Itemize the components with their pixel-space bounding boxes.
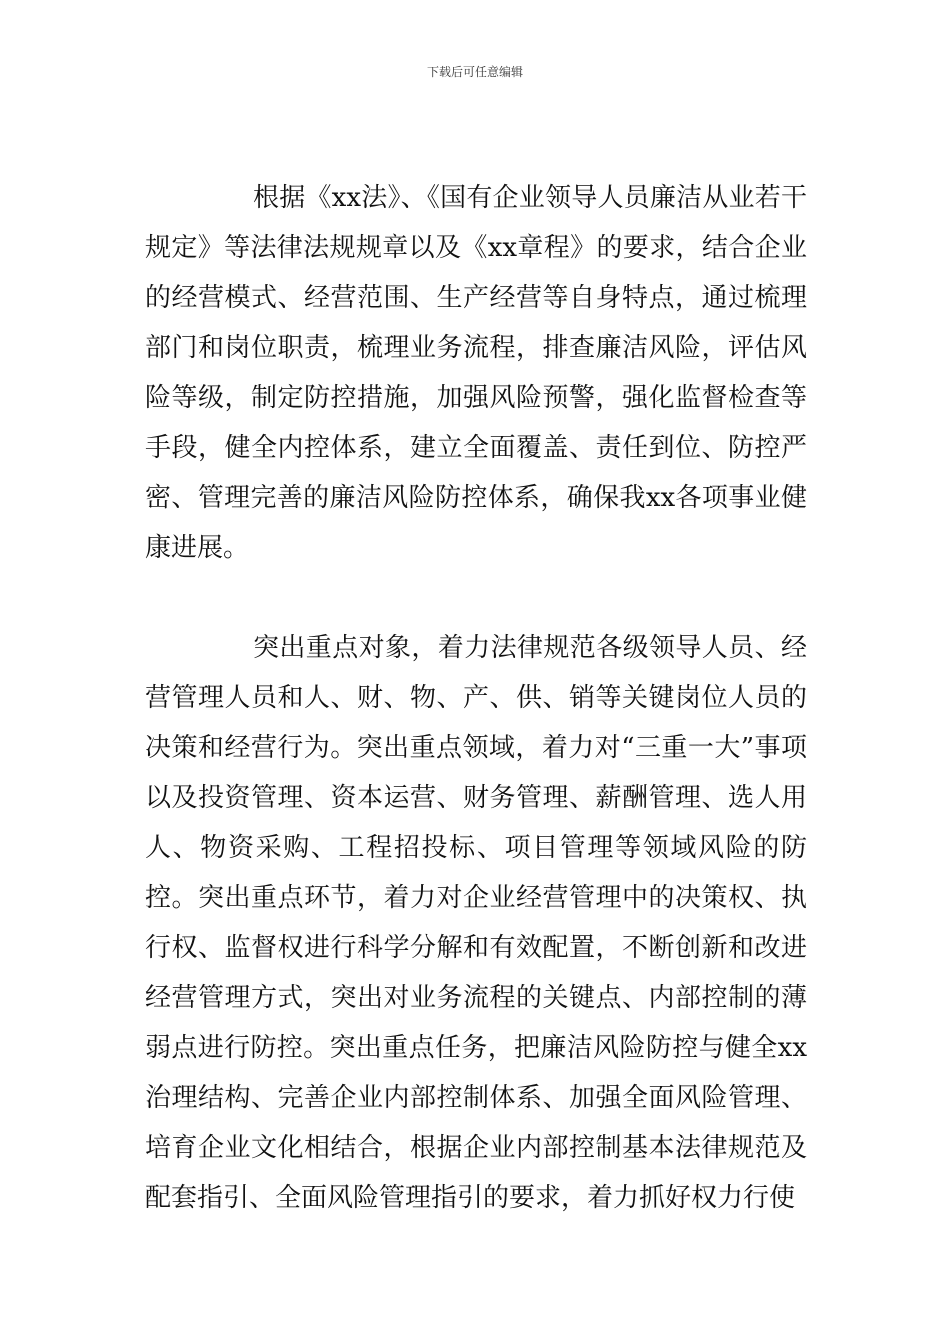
page-header-note: 下载后可任意编辑	[426, 65, 523, 79]
body-paragraph-2: 突出重点对象，着力法律规范各级领导人员、经营管理人员和人、财、物、产、供、销等关键岗位人员的决策和经营行为。突出重点领域，着力对“三重一大”事项以及投资管理、资本运营、财务管理、薪酬管理、选人用人、物资采购、工程招投标、项目管理等领域风险的防控。突出重点环节，着力对企业经营管理中的决策权、执行权、监督权进行科学分解和有效配置，不断创新和改进经营管理方式，突出对业务流程的关键点、内部控制的薄弱点进行防控。突出重点任务，把廉洁风险防控与健全xx治理结构、完善企业内部控制体系、加强全面风险管理、培育企业文化相结合，根据企业内部控制基本法律规范及配套指引、全面风险管理指引的要求，着力抓好权力行使	[145, 633, 807, 1213]
document-body	[145, 173, 807, 1223]
body-paragraph-1: 根据《xx法》、《国有企业领导人员廉洁从业若干规定》等法律法规规章以及《xx章程》的要求，结合企业的经营模式、经营范围、生产经营等自身特点，通过梳理部门和岗位职责，梳理业务流程，排查廉洁风险，评估风险等级，制定防控措施，加强风险预警，强化监督检查等手段，健全内控体系，建立全面覆盖、责任到位、防控严密、管理完善的廉洁风险防控体系，确保我xx各项事业健康进展。	[145, 183, 807, 563]
